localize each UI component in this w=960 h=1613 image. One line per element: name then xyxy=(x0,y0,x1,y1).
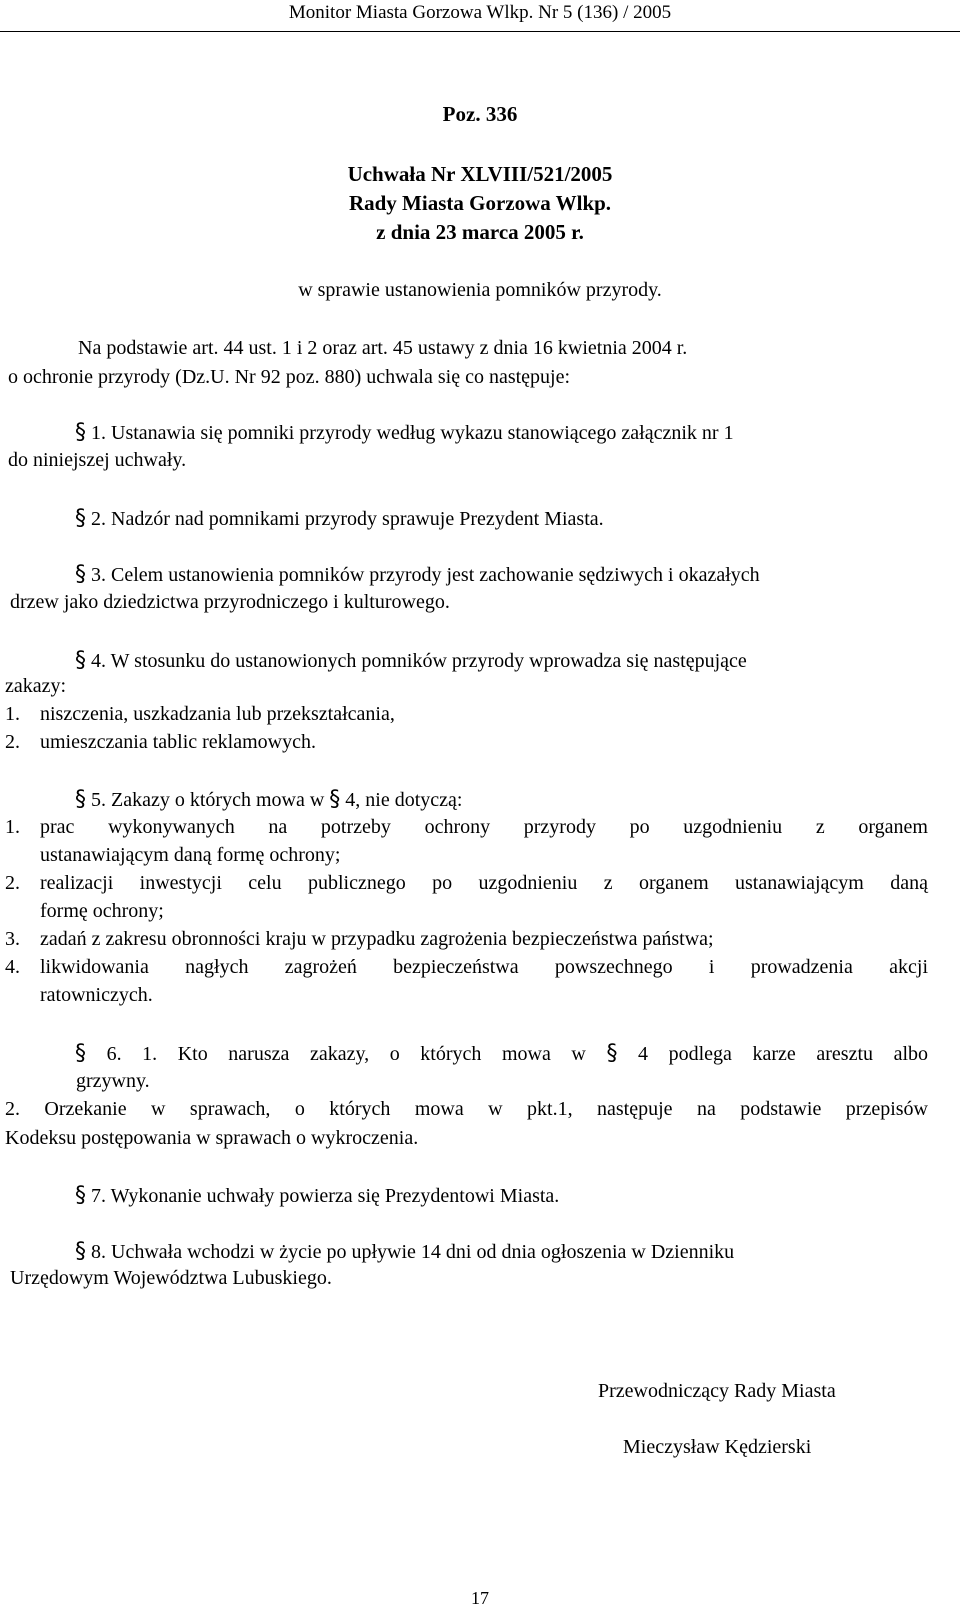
section-icon: § xyxy=(75,787,86,812)
section-6-line-2: grzywny. xyxy=(76,1070,150,1092)
resolution-title: Uchwała Nr XLVIII/521/2005 xyxy=(347,162,613,186)
list-item-text: realizacji inwestycji celu publicznego po uzgodnieniu z organem ustanawiającym daną xyxy=(40,872,928,894)
preamble-line-1: Na podstawie art. 44 ust. 1 i 2 oraz art. 45 ustawy z dnia 16 kwietnia 2004 r. xyxy=(78,337,688,359)
section-icon: § xyxy=(606,1041,618,1066)
section-3-line-1: § 3. Celem ustanowienia pomników przyrody jest zachowanie sędziwych i okazałych xyxy=(75,562,760,587)
position-number: Poz. 336 xyxy=(442,102,518,126)
resolution-date: z dnia 23 marca 2005 r. xyxy=(376,220,584,244)
preamble-line-2: o ochronie przyrody (Dz.U. Nr 92 poz. 880) uchwala się co następuje: xyxy=(8,366,571,388)
section-icon: § xyxy=(75,648,86,673)
list-item-text-cont: ratowniczych. xyxy=(40,984,153,1006)
section-3-line-2: drzew jako dziedzictwa przyrodniczego i kulturowego. xyxy=(10,591,450,613)
section-icon: § xyxy=(75,1239,86,1264)
running-header: Monitor Miasta Gorzowa Wlkp. Nr 5 (136) / 2005 xyxy=(288,2,672,23)
resolution-subject: w sprawie ustanowienia pomników przyrody. xyxy=(298,279,662,301)
header-rule xyxy=(0,31,960,32)
list-item-text: likwidowania nagłych zagrożeń bezpieczeństwa powszechnego i prowadzenia akcji xyxy=(40,956,928,978)
section-1-line-2: do niniejszej uchwały. xyxy=(8,449,187,471)
section-4-line-2: zakazy: xyxy=(5,675,67,697)
list-item-number: 4. xyxy=(5,956,20,978)
signature-role: Przewodniczący Rady Miasta xyxy=(598,1380,836,1402)
list-item-number: 3. xyxy=(5,928,20,950)
list-item-number: 1. xyxy=(5,816,20,838)
page-number: 17 xyxy=(471,1588,489,1608)
section-4-line-1: § 4. W stosunku do ustanowionych pomników przyrody wprowadza się następujące xyxy=(75,648,747,673)
resolution-issuer: Rady Miasta Gorzowa Wlkp. xyxy=(348,191,612,215)
list-item-text: umieszczania tablic reklamowych. xyxy=(40,731,316,753)
section-1-line-1: § 1. Ustanawia się pomniki przyrody według wykazu stanowiącego załącznik nr 1 xyxy=(75,420,734,445)
section-icon: § xyxy=(75,562,86,587)
section-icon: § xyxy=(329,787,341,812)
section-icon: § xyxy=(75,1041,86,1066)
section-2-line-1: § 2. Nadzór nad pomnikami przyrody sprawuje Prezydent Miasta. xyxy=(75,506,604,531)
section-8-line-1: § 8. Uchwała wchodzi w życie po upływie 14 dni od dnia ogłoszenia w Dzienniku xyxy=(75,1239,735,1264)
section-6-line-4: Kodeksu postępowania w sprawach o wykroczenia. xyxy=(5,1127,419,1149)
section-icon: § xyxy=(75,1183,86,1208)
section-icon: § xyxy=(75,420,86,445)
list-item-text-cont: ustanawiającym daną formę ochrony; xyxy=(40,844,341,866)
section-icon: § xyxy=(75,506,86,531)
list-item-number: 1. xyxy=(5,703,20,725)
section-8-line-2: Urzędowym Województwa Lubuskiego. xyxy=(10,1267,332,1289)
signature-name: Mieczysław Kędzierski xyxy=(623,1436,812,1458)
list-item-text-cont: formę ochrony; xyxy=(40,900,164,922)
list-item-number: 2. xyxy=(5,731,20,753)
list-item-text: zadań z zakresu obronności kraju w przypadku zagrożenia bezpieczeństwa państwa; xyxy=(40,928,714,950)
section-6-line-1: § 6. 1. Kto narusza zakazy, o których mowa w § 4 podlega karze aresztu albo xyxy=(75,1041,929,1066)
section-6-line-3: 2. Orzekanie w sprawach, o których mowa w pkt.1, następuje na podstawie przepisów xyxy=(5,1098,928,1120)
section-5-line-1: § 5. Zakazy o których mowa w § 4, nie dotyczą: xyxy=(75,787,463,812)
list-item-text: niszczenia, uszkadzania lub przekształcania, xyxy=(40,703,395,725)
section-7-line-1: § 7. Wykonanie uchwały powierza się Prezydentowi Miasta. xyxy=(75,1183,560,1208)
list-item-number: 2. xyxy=(5,872,20,894)
list-item-text: prac wykonywanych na potrzeby ochrony przyrody po uzgodnieniu z organem xyxy=(40,816,928,838)
